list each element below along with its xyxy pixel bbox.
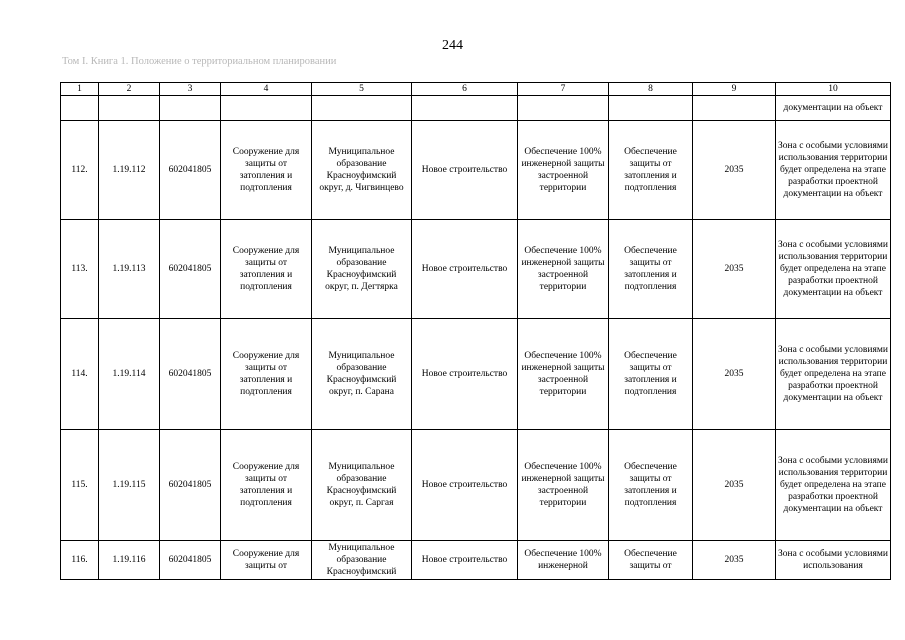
zone-cell: Зона с особыми условиями использования территории будет определена на этапе разработки проектной документации на объект [776, 121, 891, 220]
row-id: 602041805 [160, 319, 221, 430]
location-cell: Муниципальное образование Красноуфимский округ, п. Дегтярка [312, 220, 412, 319]
row-number: 116. [61, 541, 99, 580]
row-number: 114. [61, 319, 99, 430]
registry-table [60, 82, 891, 580]
status-cell: Новое строительство [412, 121, 518, 220]
zone-cell: Зона с особыми условиями использования [776, 541, 891, 580]
row-number: 112. [61, 121, 99, 220]
table-header-row [61, 83, 891, 96]
table-cell [412, 96, 518, 121]
function-cell: Обеспечение защиты от затопления и подтопления [609, 319, 693, 430]
zone-cell: Зона с особыми условиями использования территории будет определена на этапе разработки проектной документации на объект [776, 220, 891, 319]
row-id: 602041805 [160, 121, 221, 220]
object-cell: Сооружение для защиты от затопления и подтопления [221, 430, 312, 541]
object-cell: Сооружение для защиты от затопления и подтопления [221, 319, 312, 430]
year-cell: 2035 [693, 220, 776, 319]
table-cell [312, 96, 412, 121]
column-header: 8 [609, 83, 693, 96]
purpose-cell: Обеспечение 100% инженерной [518, 541, 609, 580]
table-cell [61, 96, 99, 121]
function-cell: Обеспечение защиты от затопления и подтопления [609, 220, 693, 319]
purpose-cell: Обеспечение 100% инженерной защиты застроенной территории [518, 121, 609, 220]
location-cell: Муниципальное образование Красноуфимский округ, п. Сарана [312, 319, 412, 430]
table-row [61, 430, 891, 541]
status-cell: Новое строительство [412, 430, 518, 541]
row-code: 1.19.116 [99, 541, 160, 580]
column-header: 5 [312, 83, 412, 96]
row-number: 113. [61, 220, 99, 319]
table-cell [221, 96, 312, 121]
running-head: Том I. Книга 1. Положение о территориальном планировании [62, 56, 337, 67]
zone-cell: документации на объект [776, 96, 891, 121]
row-code: 1.19.114 [99, 319, 160, 430]
page-number: 244 [442, 38, 463, 53]
column-header: 6 [412, 83, 518, 96]
object-cell: Сооружение для защиты от [221, 541, 312, 580]
row-code: 1.19.113 [99, 220, 160, 319]
object-cell: Сооружение для защиты от затопления и подтопления [221, 121, 312, 220]
status-cell: Новое строительство [412, 541, 518, 580]
year-cell: 2035 [693, 430, 776, 541]
zone-cell: Зона с особыми условиями использования территории будет определена на этапе разработки проектной документации на объект [776, 430, 891, 541]
function-cell: Обеспечение защиты от [609, 541, 693, 580]
column-header: 7 [518, 83, 609, 96]
row-id: 602041805 [160, 220, 221, 319]
purpose-cell: Обеспечение 100% инженерной защиты застроенной территории [518, 430, 609, 541]
status-cell: Новое строительство [412, 319, 518, 430]
function-cell: Обеспечение защиты от затопления и подтопления [609, 430, 693, 541]
row-code: 1.19.115 [99, 430, 160, 541]
table-row [61, 121, 891, 220]
table-cell [609, 96, 693, 121]
table-cell [693, 96, 776, 121]
purpose-cell: Обеспечение 100% инженерной защиты застроенной территории [518, 319, 609, 430]
year-cell: 2035 [693, 541, 776, 580]
object-cell: Сооружение для защиты от затопления и подтопления [221, 220, 312, 319]
column-header: 2 [99, 83, 160, 96]
year-cell: 2035 [693, 319, 776, 430]
column-header: 1 [61, 83, 99, 96]
row-id: 602041805 [160, 541, 221, 580]
table-cell [518, 96, 609, 121]
table-cell [99, 96, 160, 121]
column-header: 3 [160, 83, 221, 96]
purpose-cell: Обеспечение 100% инженерной защиты застроенной территории [518, 220, 609, 319]
location-cell: Муниципальное образование Красноуфимский округ, п. Саргая [312, 430, 412, 541]
row-number: 115. [61, 430, 99, 541]
column-header: 9 [693, 83, 776, 96]
continuation-row [61, 96, 891, 121]
zone-cell: Зона с особыми условиями использования территории будет определена на этапе разработки проектной документации на объект [776, 319, 891, 430]
column-header: 4 [221, 83, 312, 96]
function-cell: Обеспечение защиты от затопления и подтопления [609, 121, 693, 220]
column-header: 10 [776, 83, 891, 96]
table-row [61, 220, 891, 319]
table-row [61, 319, 891, 430]
location-cell: Муниципальное образование Красноуфимский округ, д. Чигвинцево [312, 121, 412, 220]
row-code: 1.19.112 [99, 121, 160, 220]
row-id: 602041805 [160, 430, 221, 541]
location-cell: Муниципальное образование Красноуфимский [312, 541, 412, 580]
year-cell: 2035 [693, 121, 776, 220]
table-cell [160, 96, 221, 121]
table-row [61, 541, 891, 580]
status-cell: Новое строительство [412, 220, 518, 319]
